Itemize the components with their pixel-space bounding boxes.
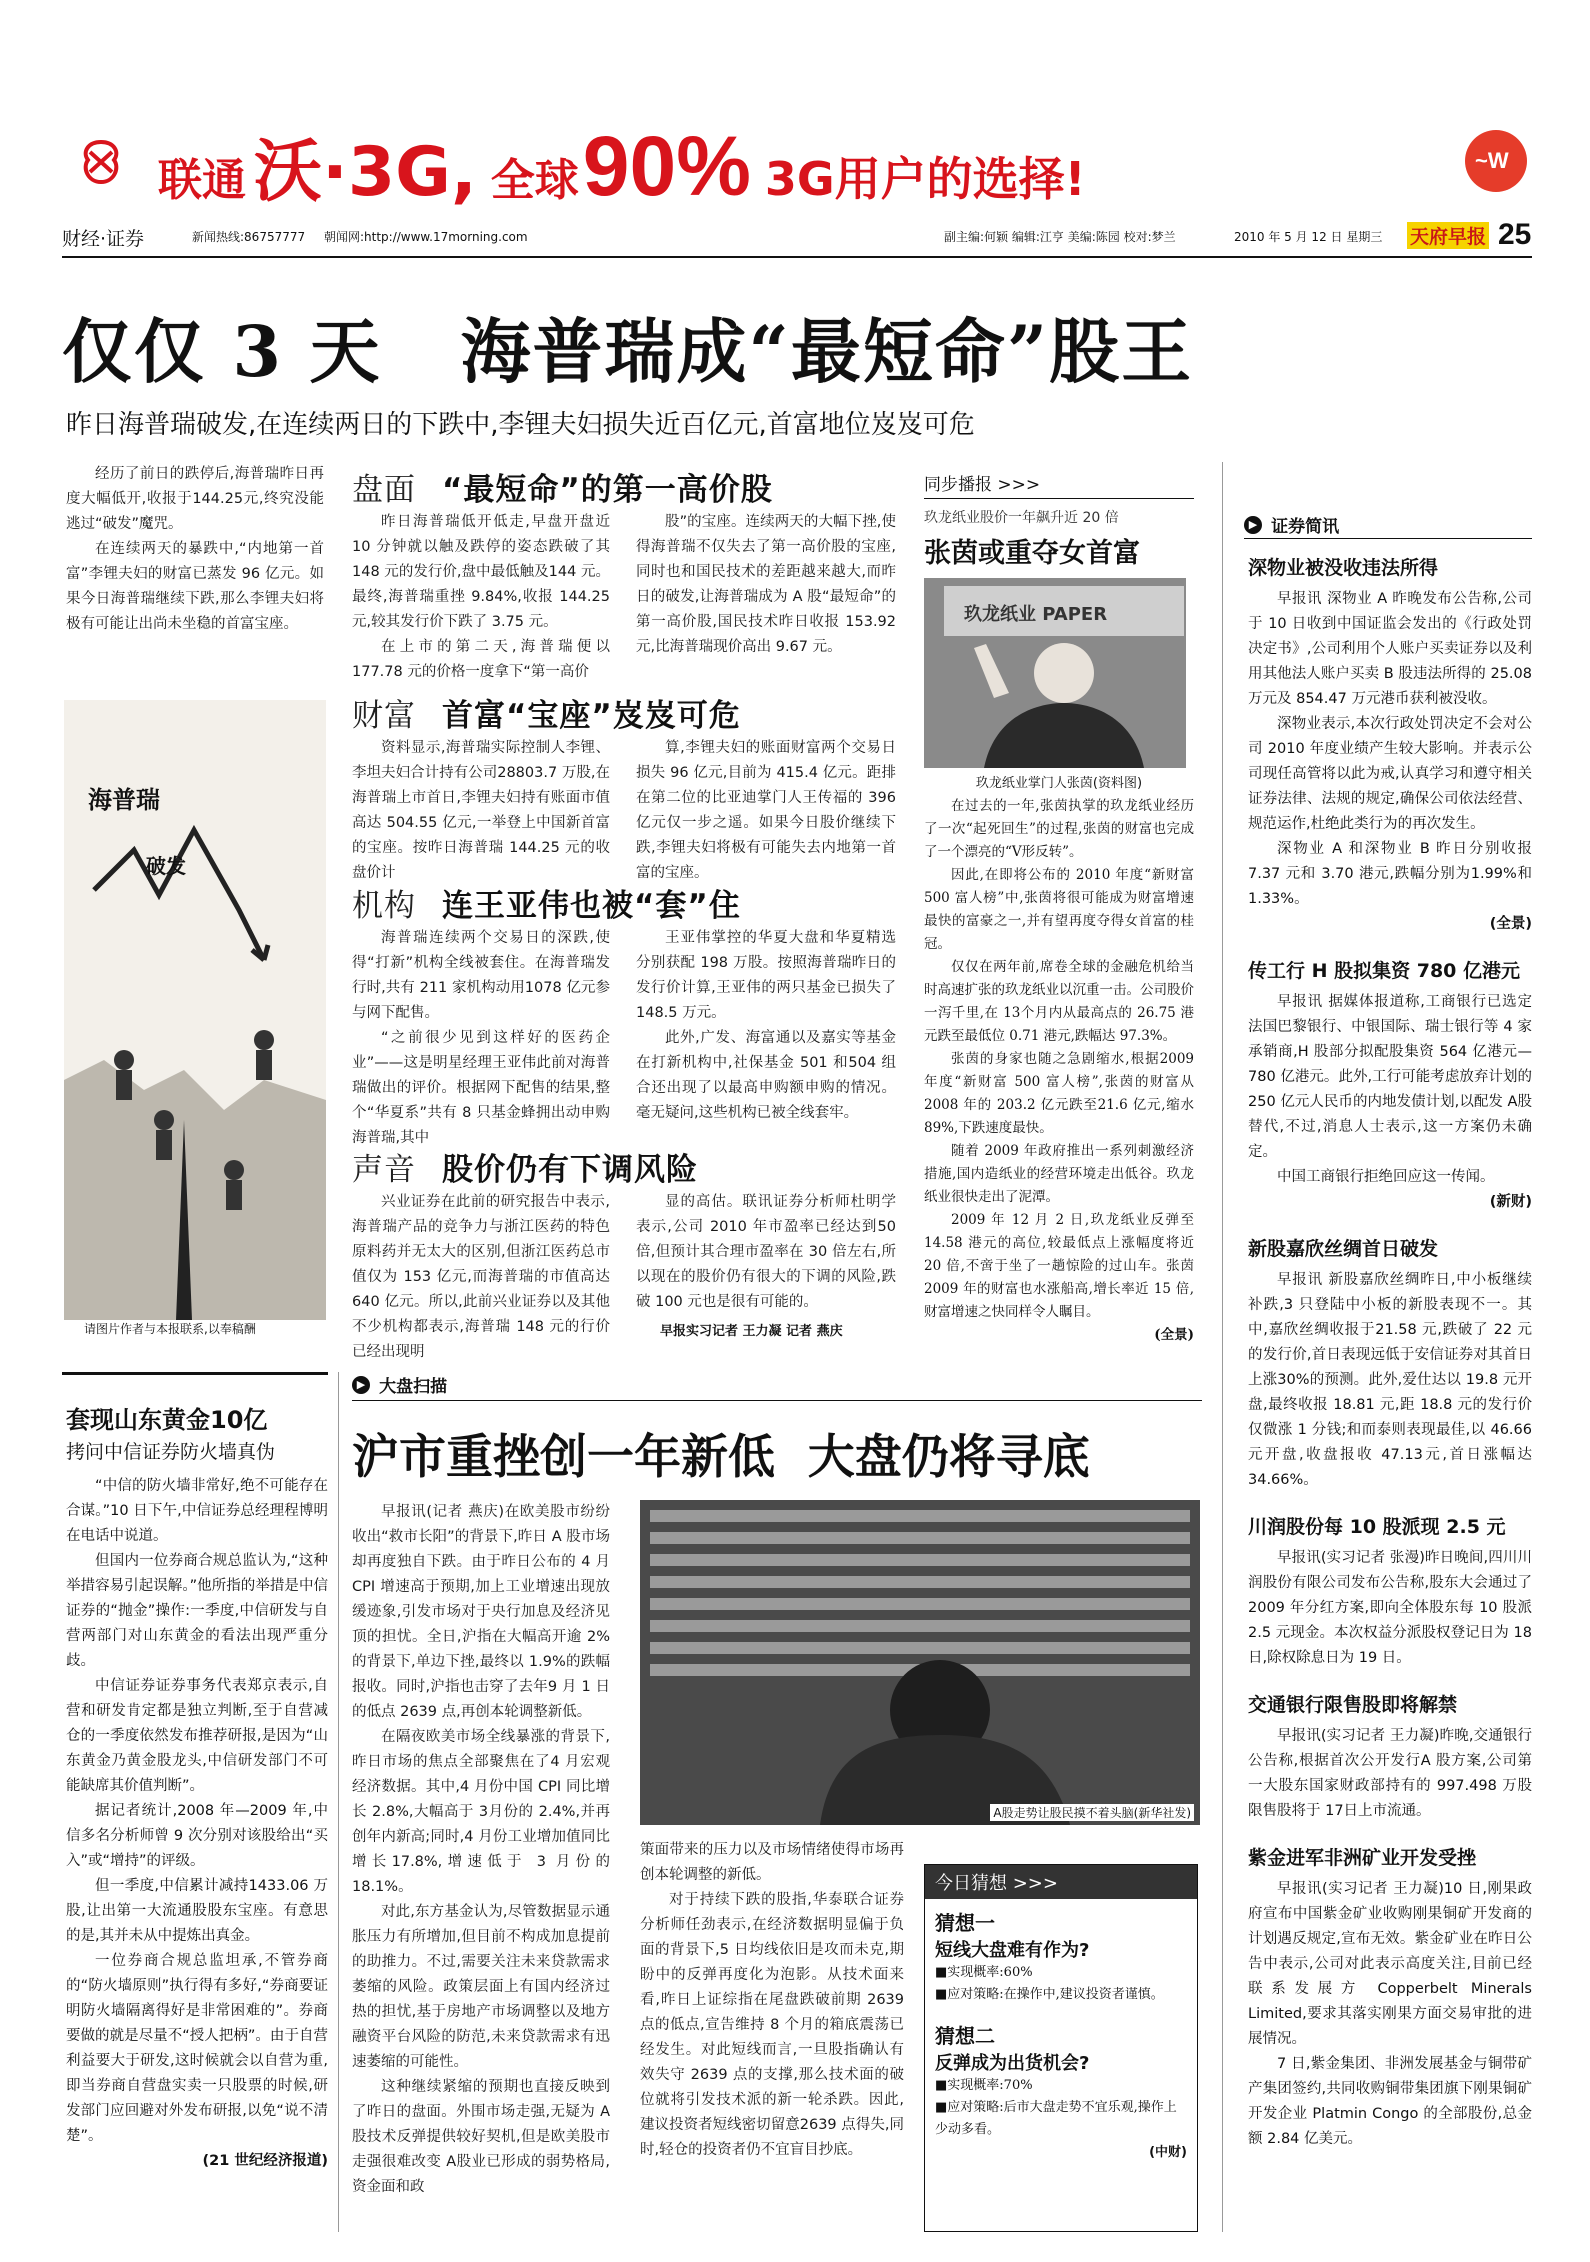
column-divider [1222,462,1223,2232]
market-title: 沪市重挫创一年新低 大盘仍将寻底 [352,1430,1090,1485]
paragraph: 据记者统计,2008 年—2009 年,中信多名分析师曾 9 次分别对该股给出“买入”或“增持”的评级。 [66,1803,328,1869]
paragraph: 在上市的第二天,海普瑞便以177.78 元的价格一度拿下“第一高价 [352,639,610,680]
sync-kicker: 玖龙纸业股价一年飙升近 20 倍 [924,510,1119,526]
brief-item: 川润股份每 10 股派现 2.5 元 早报讯(实习记者 张漫)昨日晚间,四川川润股份有限公司发布公告称,股东大会通过了 2009 年分红方案,即向全体股东每 10 股派 2.5 元现金。本次权益分派股权登记日为 18日,除权除息日为 19 日。 [1248,1516,1532,1666]
editors: 副主编:何颖 编辑:江亨 美编:陈园 校对:梦兰 [944,230,1176,244]
paragraph: 此外,广发、海富通以及嘉实等基金在打新机构中,社保基金 501 和504 组合还出现了以最高申购额申购的情况。毫无疑问,这些机构已被全线套牢。 [636,1030,896,1121]
article-column [636,736,896,881]
paragraph: 在隔夜欧美市场全线暴涨的背景下,昨日市场的焦点全部聚焦在了4 月宏观经济数据。其中,4 月份中国 CPI 同比增长 2.8%,大幅高于 3月份的 2.4%,并再创年内新高;同时,4 月份工业增加值同比增长17.8%,增速低于 3 月份的 18.1%。 [352,1729,610,1895]
market-column [352,1500,610,2230]
paragraph: 对于持续下跌的股指,华泰联合证券分析师任劲表示,在经济数据明显偏于负面的背景下,5 日均线依旧是攻而未克,期盼中的反弹再度化为泡影。从技术面来看,昨日上证综指在尾盘跌破前期 2639 点的低点,宣告维持 8 个月的箱底震荡已经发生。对此短线而言,一旦股指确认有效失守 2639 点的支撑,那么技术面的破位就将引发技术派的新一轮杀跌。因此,建议投资者短线密切留意2639 点得失,同时,轻仓的投资者仍不宜盲目抄底。 [640,1892,904,2158]
paragraph: 因此,在即将公布的 2010 年度“新财富 500 富人榜”中,张茵将很可能成为财富增速最快的富豪之一,并有望再度夺得女首富的桂冠。 [924,867,1194,952]
brief-item: 交通银行限售股即将解禁 早报讯(实习记者 王力凝)昨晚,交通银行公告称,根据首次公开发行A 股方案,公司第一大股东国家财政部持有的 997.498 万股限售股将于 17日上市流通。 [1248,1694,1532,1819]
cartoon-label: 海普瑞 [88,786,160,814]
website: 朝闻网:http://www.17morning.com [324,230,528,244]
market-photo [640,1500,1200,1825]
paragraph: “之前很少见到这样好的医药企业”——这是明星经理王亚伟此前对海普瑞做出的评价。根据网下配售的结果,整个“华夏系”共有 8 只基金蜂拥出动申购海普瑞,其中 [352,1030,610,1146]
main-headline: 仅仅 3 天 海普瑞成“最短命”股王 [62,310,1194,393]
briefs-header: ▶ 证券简讯 [1244,512,1532,539]
section-heading: 财富 首富“宝座”岌岌可危 [352,698,741,734]
section-heading: 声音 股价仍有下调风险 [352,1152,698,1188]
source-tag: (21 世纪经济报道) [202,2153,328,2169]
sync-body [924,795,1194,1347]
paragraph: 2009 年 12 月 2 日,玖龙纸业反弹至 14.58 港元的高位,较最低点上涨幅度将近 20 倍,不啻于坐了一趟惊险的过山车。张茵 2009 年的财富也水涨船高,增长率近 15 倍,财富增速之快同样令人瞩目。 [924,1212,1194,1320]
ad-banner [70,118,1530,213]
lead-text [66,462,324,692]
section-label: 财经·证券 [62,228,145,250]
source-tag: (中财) [1149,2145,1187,2160]
paragraph: 张茵的身家也随之急剧缩水,根据2009 年度“新财富 500 富人榜”,张茵的财富从 2008 年的 203.2 亿元跌至21.6 亿元,缩水 89%,下跌速度最快。 [924,1051,1194,1136]
paragraph: 兴业证券在此前的研究报告中表示,海普瑞产品的竞争力与浙江医药的特色原料药并无太大的区别,但浙江医药总市值仅为 153 亿元,而海普瑞的市值高达 640 亿元。所以,此前兴业证券以及其他不少机构都表示,海普瑞 148 元的行价已经出现明 [352,1194,610,1360]
unicom-logo [70,138,132,188]
citic-article [66,1400,328,2230]
cartoon-label: 破发 [146,854,186,878]
citic-rule [62,1372,328,1375]
article-column [636,1190,896,1340]
paragraph: 海普瑞连续两个交易日的深跌,使得“打新”机构全线被套住。在海普瑞发行时,共有 211 家机构动用1078 亿元参与网下配售。 [352,930,610,1021]
article-column [636,510,896,670]
paragraph: 这种继续紧缩的预期也直接反映到了昨日的盘面。外围市场走强,无疑为 A 股技术反弹提供较好契机,但是欧美股市走强很难改变 A股业已形成的弱势格局,资金面和政 [352,2079,610,2195]
section-heading: 机构 连王亚伟也被“套”住 [352,888,741,924]
market-head: ▶ 大盘扫描 [352,1372,1202,1401]
arrow-icon: ▶ [352,1376,370,1394]
paragraph: 股”的宝座。连续两天的大幅下挫,使得海普瑞不仅失去了第一高价股的宝座,同时也和国民技术的差距越来越大,而昨日的破发,让海普瑞成为 A 股“最短命”的第一高价股,国民技术昨日收报 153.92 元,比海普瑞现价高出 9.67 元。 [636,514,896,655]
article-title: 套现山东黄金10亿 [66,1406,268,1434]
guess-item: 猜想一 短线大盘难有作为? ■实现概率:60% ■应对策略:在操作中,建议投资者谨慎。 [935,1911,1164,2002]
masthead [62,218,1532,258]
byline: 早报实习记者 王力凝 记者 燕庆 [660,1324,843,1339]
paragraph: 一位券商合规总监坦承,不管券商的“防火墙原则”执行得有多好,“券商要证明防火墙隔离得好是非常困难的”。券商要做的就是尽量不“授人把柄”。由于自营利益要大于研发,这时候就会以自营为重,即当券商自营盘实卖一只股票的时候,研发部门应回避对外发布研报,以免“说不清楚”。 [66,1953,328,2144]
paper-name: 天府早报 [1407,222,1489,249]
cartoon-illustration [64,700,326,1320]
paragraph: 王亚伟掌控的华夏大盘和华夏精选分别获配 198 万股。按照海普瑞昨日的发行价计算,王亚伟的两只基金已损失了 148.5 万元。 [636,930,896,1021]
zhang-yin-photo [924,578,1186,768]
arrow-icon: ▶ [1244,516,1262,534]
issue-date: 2010 年 5 月 12 日 星期三 [1234,230,1383,244]
brief-item: 传工行 H 股拟集资 780 亿港元 早报讯 据媒体报道称,工商银行已选定法国巴黎银行、中银国际、瑞士银行等 4 家承销商,H 股部分拟配股集资 564 亿港元—780 亿港元。此外,工行可能考虑放弃计划的 250 亿元人民币的内地发债计划,以配发 A股替代,不过,消息人士表示,这一方案仍未确定。 中国工商银行拒绝回应这一传闻。 (新财) [1248,960,1532,1210]
paragraph: 仅仅在两年前,席卷全球的金融危机给当时高速扩张的玖龙纸业以沉重一击。公司股价一泻千里,在 13个月内从最高点的 26.75 港元跌至最低位 0.71 港元,跌幅达 97.3%。 [924,959,1194,1044]
brief-item: 新股嘉欣丝绸首日破发 早报讯 新股嘉欣丝绸昨日,中小板继续补跌,3 只登陆中小板的新股表现不一。其中,嘉欣丝绸收报于21.58 元,跌破了 22 元的发行价,首日表现远低于安信证券对其首日上涨30%的预测。此外,爱仕达以 19.8 元开盘,最终收报 18.81 元,距 18.8 元的发行价仅微涨 1 分钱;和而泰则表现最佳,以 46.66 元开盘,收盘报收 47.13元,首日涨幅达 34.66%。 [1248,1238,1532,1488]
paragraph: 在过去的一年,张茵执掌的玖龙纸业经历了一次“起死回生”的过程,张茵的财富也完成了一个漂亮的“V形反转”。 [924,798,1194,860]
photo-caption: 玖龙纸业掌门人张茵(资料图) [975,776,1143,791]
paragraph: 但一季度,中信累计减持1433.06 万股,让出第一大流通股股东宝座。有意思的是,其并未从中提炼出真金。 [66,1878,328,1944]
paragraph: 随着 2009 年政府推出一系列刺激经济措施,国内造纸业的经营环境走出低谷。玖龙纸业很快走出了泥潭。 [924,1143,1194,1205]
article-column [352,1190,610,1360]
ad-slogan: 联通 沃·3G, 全球 90% 3G用户的选择! [158,119,1086,213]
paragraph: 但国内一位券商合规总监认为,“这种举措容易引起误解。”他所指的举措是中信证券的“抛金”操作:一季度,中信研发与自营两部门对山东黄金的看法出现严重分歧。 [66,1553,328,1669]
sync-title: 张茵或重夺女首富 [924,538,1140,569]
page-number: 25 [1498,218,1532,251]
article-subtitle: 拷问中信证券防火墙真伪 [66,1441,276,1463]
column-divider [338,1372,339,2232]
guess-box [924,1864,1198,2232]
article-column [352,926,610,1146]
paragraph: 中信证券证券事务代表郑京表示,自营和研发肯定都是独立判断,至于自营减仓的一季度依然发布推荐研报,是因为“山东黄金乃黄金股龙头,中信研发部门不可能缺席其价值判断”。 [66,1678,328,1794]
paragraph: 昨日海普瑞低开低走,早盘开盘近 10 分钟就以触及跌停的姿态跌破了其 148 元的发行价,盘中最低触及144 元。最终,海普瑞重挫 9.84%,收报 144.25 元,较其发行价下跌了 3.75 元。 [352,514,610,630]
paragraph: 对此,东方基金认为,尽管数据显示通胀压力有所增加,但目前不构成加息提前的助推力。不过,需要关注未来贷款需求萎缩的风险。政策层面上有国内经济过热的担忧,基于房地产市场调整以及地方融资平台风险的防范,未来贷款需求有迅速萎缩的可能性。 [352,1904,610,2070]
sync-report [924,470,1194,1343]
paragraph: 策面带来的压力以及市场情绪使得市场再创本轮调整的新低。 [640,1842,904,1883]
guess-item: 猜想二 反弹成为出货机会? ■实现概率:70% ■应对策略:后市大盘走势不宜乐观,操作上少动多看。 [935,2024,1177,2137]
paragraph: 经历了前日的跌停后,海普瑞昨日再度大幅低开,收报于144.25元,终究没能逃过“破发”魔咒。 [66,466,324,532]
paragraph: “中信的防火墙非常好,绝不可能存在合谋。”10 日下午,中信证券总经理程博明在电话中说道。 [66,1478,328,1544]
guess-head: 今日猜想 >>> [925,1865,1197,1899]
brief-item: 紫金进军非洲矿业开发受挫 早报讯(实习记者 王力凝)10 日,刚果政府宣布中国紫金矿业收购刚果铜矿开发商的计划遇反规定,宣布无效。紫金矿业在昨日公告中表示,公司对此表示高度关注,目前已经联系发展方 Copperbelt Minerals Limited,要求其落实刚果方面交易审批的进展情况。 7 日,紫金集团、非洲发展基金与铜带矿产集团签约,共同收购铜带集团旗下刚果铜矿开发企业 Platmin Congo 的全部股份,总金额 2.84 亿美元。 [1248,1847,1532,2147]
sync-head: 同步播报 >>> [924,470,1194,499]
section-heading: 盘面 “最短命”的第一高价股 [352,472,773,508]
cartoon-caption: 请图片作者与本报联系,以奉稿酬 [84,1322,256,1336]
briefs-column [1248,556,1532,2236]
hotline: 新闻热线:86757777 [192,230,306,244]
paragraph: 资料显示,海普瑞实际控制人李锂、李坦夫妇合计持有公司28803.7 万股,在海普瑞上市首日,李锂夫妇持有账面市值高达 504.55 亿元,一举登上中国新首富的宝座。按昨日海普瑞 144.25 元的收盘价计 [352,740,610,881]
photo-caption: A股走势让股民摸不着头脑(新华社发) [990,1804,1194,1821]
source-tag: (全景) [1154,1327,1194,1343]
article-column [352,736,610,881]
wo-logo: ~W [1465,130,1527,192]
article-column [636,926,896,1136]
paragraph: 显的高估。联讯证券分析师杜明学表示,公司 2010 年市盈率已经达到50 倍,但预计其合理市盈率在 30 倍左右,所以现在的股价仍有很大的下调的风险,跌破 100 元也是很有可能的。 [636,1194,896,1310]
paragraph: 在连续两天的暴跌中,“内地第一首富”李锂夫妇的财富已蒸发 96 亿元。如果今日海普瑞继续下跌,那么李锂夫妇将极有可能让出尚未坐稳的首富宝座。 [66,541,324,632]
brief-item: 深物业被没收违法所得 早报讯 深物业 A 昨晚发布公告称,公司于 10 日收到中国证监会发出的《行政处罚决定书》,公司利用个人账户买卖证券以及利用其他法人账户买卖 B 股违法所得的 25.08万元及 854.47 万元港币获利被没收。 深物业表示,本次行政处罚决定不会对公司 2010 年度业绩产生较大影响。并表示公司现任高管将以此为戒,认真学习和遵守相关证券法律、法规的规定,确保公司依法经营、规范运作,杜绝此类行为的再次发生。 深物业 A 和深物业 B 昨日分别收报 7.37 元和 3.70 港元,跌幅分别为1.99%和1.33%。 (全景) [1248,557,1532,932]
article-column [352,510,610,680]
photo-sign: 玖龙纸业 PAPER [964,604,1108,625]
paragraph: 算,李锂夫妇的账面财富两个交易日损失 96 亿元,目前为 415.4 亿元。距排在第二位的比亚迪掌门人王传福的 396 亿元仅一步之遥。如果今日股价继续下跌,李锂夫妇将极有可能失去内地第一首富的宝座。 [636,740,896,881]
main-subtitle: 昨日海普瑞破发,在连续两日的下跌中,李锂夫妇损失近百亿元,首富地位岌岌可危 [66,410,975,440]
market-column [640,1838,904,2230]
paragraph: 早报讯(记者 燕庆)在欧美股市纷纷收出“救市长阳”的背景下,昨日 A 股市场却再度独自下跌。由于昨日公布的 4 月 CPI 增速高于预期,加上工业增速出现放缓迹象,引发市场对于央行加息及经济见顶的担忧。全日,沪指在大幅高开逾 2%的背景下,单边下挫,最终以 1.9%的跌幅报收。同时,沪指也击穿了去年9 月 1 日的低点 2639 点,再创本轮调整新低。 [352,1504,610,1720]
